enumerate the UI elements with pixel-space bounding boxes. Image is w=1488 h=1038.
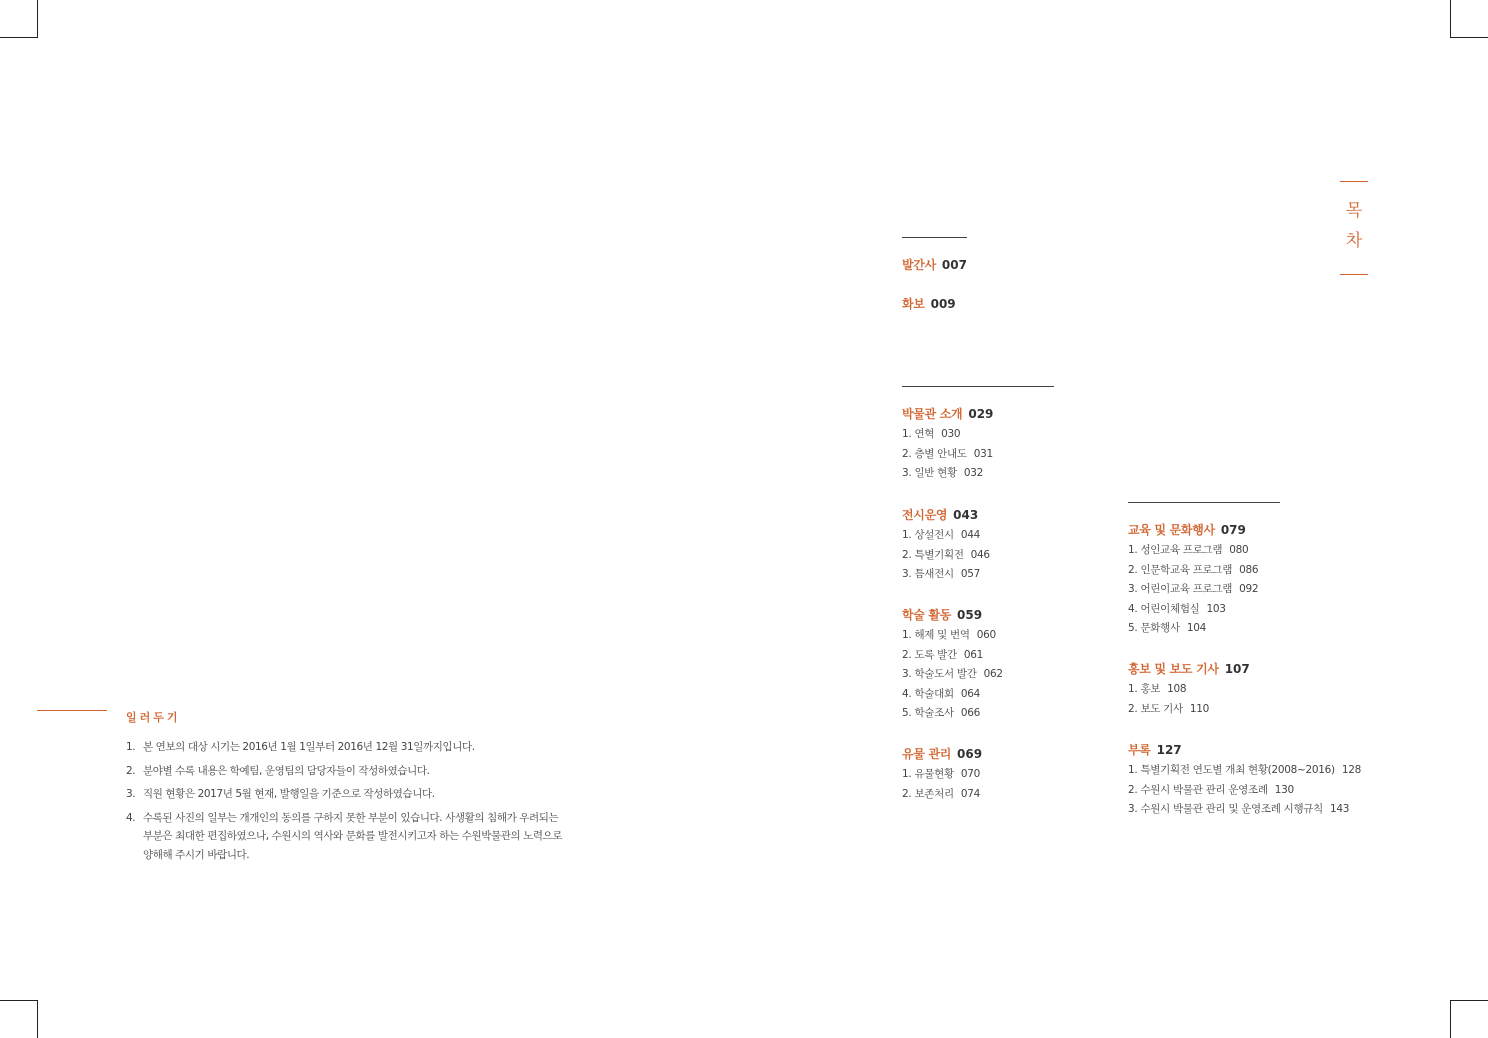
toc-item[interactable]: 1. 성인교육 프로그램 080 [1128,544,1249,556]
toc-title-rule-top [1340,181,1368,182]
section-heading[interactable]: 학술 활동 059 [902,608,983,622]
note-item: 3. 직원 현황은 2017년 5월 현재, 발행일을 기준으로 작성하였습니다. [126,788,435,800]
toc-item[interactable]: 5. 문화행사 104 [1128,622,1206,635]
crop-mark-top-left [0,0,38,38]
toc-title-char: 차 [1345,231,1363,251]
crop-mark-bottom-right [1450,1000,1488,1038]
crop-mark-top-right [1450,0,1488,38]
toc-item[interactable]: 2. 수원시 박물관 관리 운영조례 130 [1128,783,1294,796]
toc-section-exhibition [902,505,990,585]
toc-divider-right [1128,502,1280,503]
toc-item[interactable]: 1. 상설전시 044 [902,529,980,541]
toc-item[interactable]: 2. 인문학교육 프로그램 086 [1128,563,1259,576]
notes-divider [37,710,107,711]
toc-title-rule-bottom [1340,274,1368,275]
toc-item[interactable]: 1. 연혁 030 [902,428,961,440]
toc-item[interactable]: 1. 홍보 108 [1128,683,1187,695]
crop-mark-bottom-left [0,1000,38,1038]
toc-item[interactable]: 2. 특별기획전 046 [902,548,990,561]
toc-item[interactable]: 2. 도록 발간 061 [902,648,984,661]
section-heading[interactable]: 박물관 소개 029 [902,407,994,421]
toc-section-pr-press [1128,659,1250,719]
toc-item[interactable]: 4. 학술대회 064 [902,687,980,700]
toc-item[interactable]: 3. 일반 현황 032 [902,467,984,480]
toc-title [1340,196,1368,256]
toc-title-char: 목 [1345,201,1363,221]
toc-divider-left [902,386,1054,387]
toc-entry-pictorial[interactable]: 화보 009 [902,297,956,311]
toc-divider-front [902,237,967,238]
toc-item[interactable]: 1. 특별기획전 연도별 개최 현황(2008~2016) 128 [1128,764,1361,776]
toc-item[interactable]: 1. 해제 및 번역 060 [902,629,996,641]
toc-section-artifacts [902,744,982,804]
toc-item[interactable]: 1. 유물현황 070 [902,768,980,780]
toc-item[interactable]: 2. 층별 안내도 031 [902,447,993,460]
toc-entry-preface[interactable]: 발간사 007 [902,258,967,272]
toc-item[interactable]: 2. 보존처리 074 [902,787,980,800]
section-heading[interactable]: 부록 127 [1128,743,1182,757]
notes-title: 일러두기 [126,711,181,724]
toc-item[interactable]: 3. 학술도서 발간 062 [902,668,1003,681]
note-item: 2. 분야별 수록 내용은 학예팀, 운영팀의 담당자들이 작성하였습니다. [126,764,430,777]
toc-item[interactable]: 5. 학술조사 066 [902,707,980,720]
toc-item[interactable]: 3. 틈새전시 057 [902,568,980,581]
toc-item[interactable]: 3. 수원시 박물관 관리 및 운영조례 시행규칙 143 [1128,803,1350,816]
note-item: 1. 본 연보의 대상 시기는 2016년 1월 1일부터 2016년 12월 31일까지입니다. [126,741,475,753]
toc-item[interactable]: 2. 보도 기사 110 [1128,702,1210,715]
section-heading[interactable]: 전시운영 043 [902,508,979,522]
section-heading[interactable]: 교육 및 문화행사 079 [1128,523,1246,537]
toc-section-education [1128,520,1258,639]
section-heading[interactable]: 유물 관리 069 [902,747,983,761]
toc-section-museum-intro [902,404,993,484]
toc-item[interactable]: 4. 어린이체험실 103 [1128,602,1226,615]
notes-list [126,738,566,869]
toc-section-academic [902,605,1003,724]
toc-item[interactable]: 3. 어린이교육 프로그램 092 [1128,583,1259,596]
toc-section-appendix [1128,740,1361,820]
section-heading[interactable]: 홍보 및 보도 기사 107 [1128,662,1250,676]
note-item: 4. 수록된 사진의 일부는 개개인의 동의를 구하지 못한 부분이 있습니다. 사생활의 침해가 우려되는 부분은 최대한 편집하였으나, 수원시의 역사와 문화를 발전시키고자 하는 수원박물관의 노력으로 양해해 주시기 바랍니다. [126,811,563,861]
